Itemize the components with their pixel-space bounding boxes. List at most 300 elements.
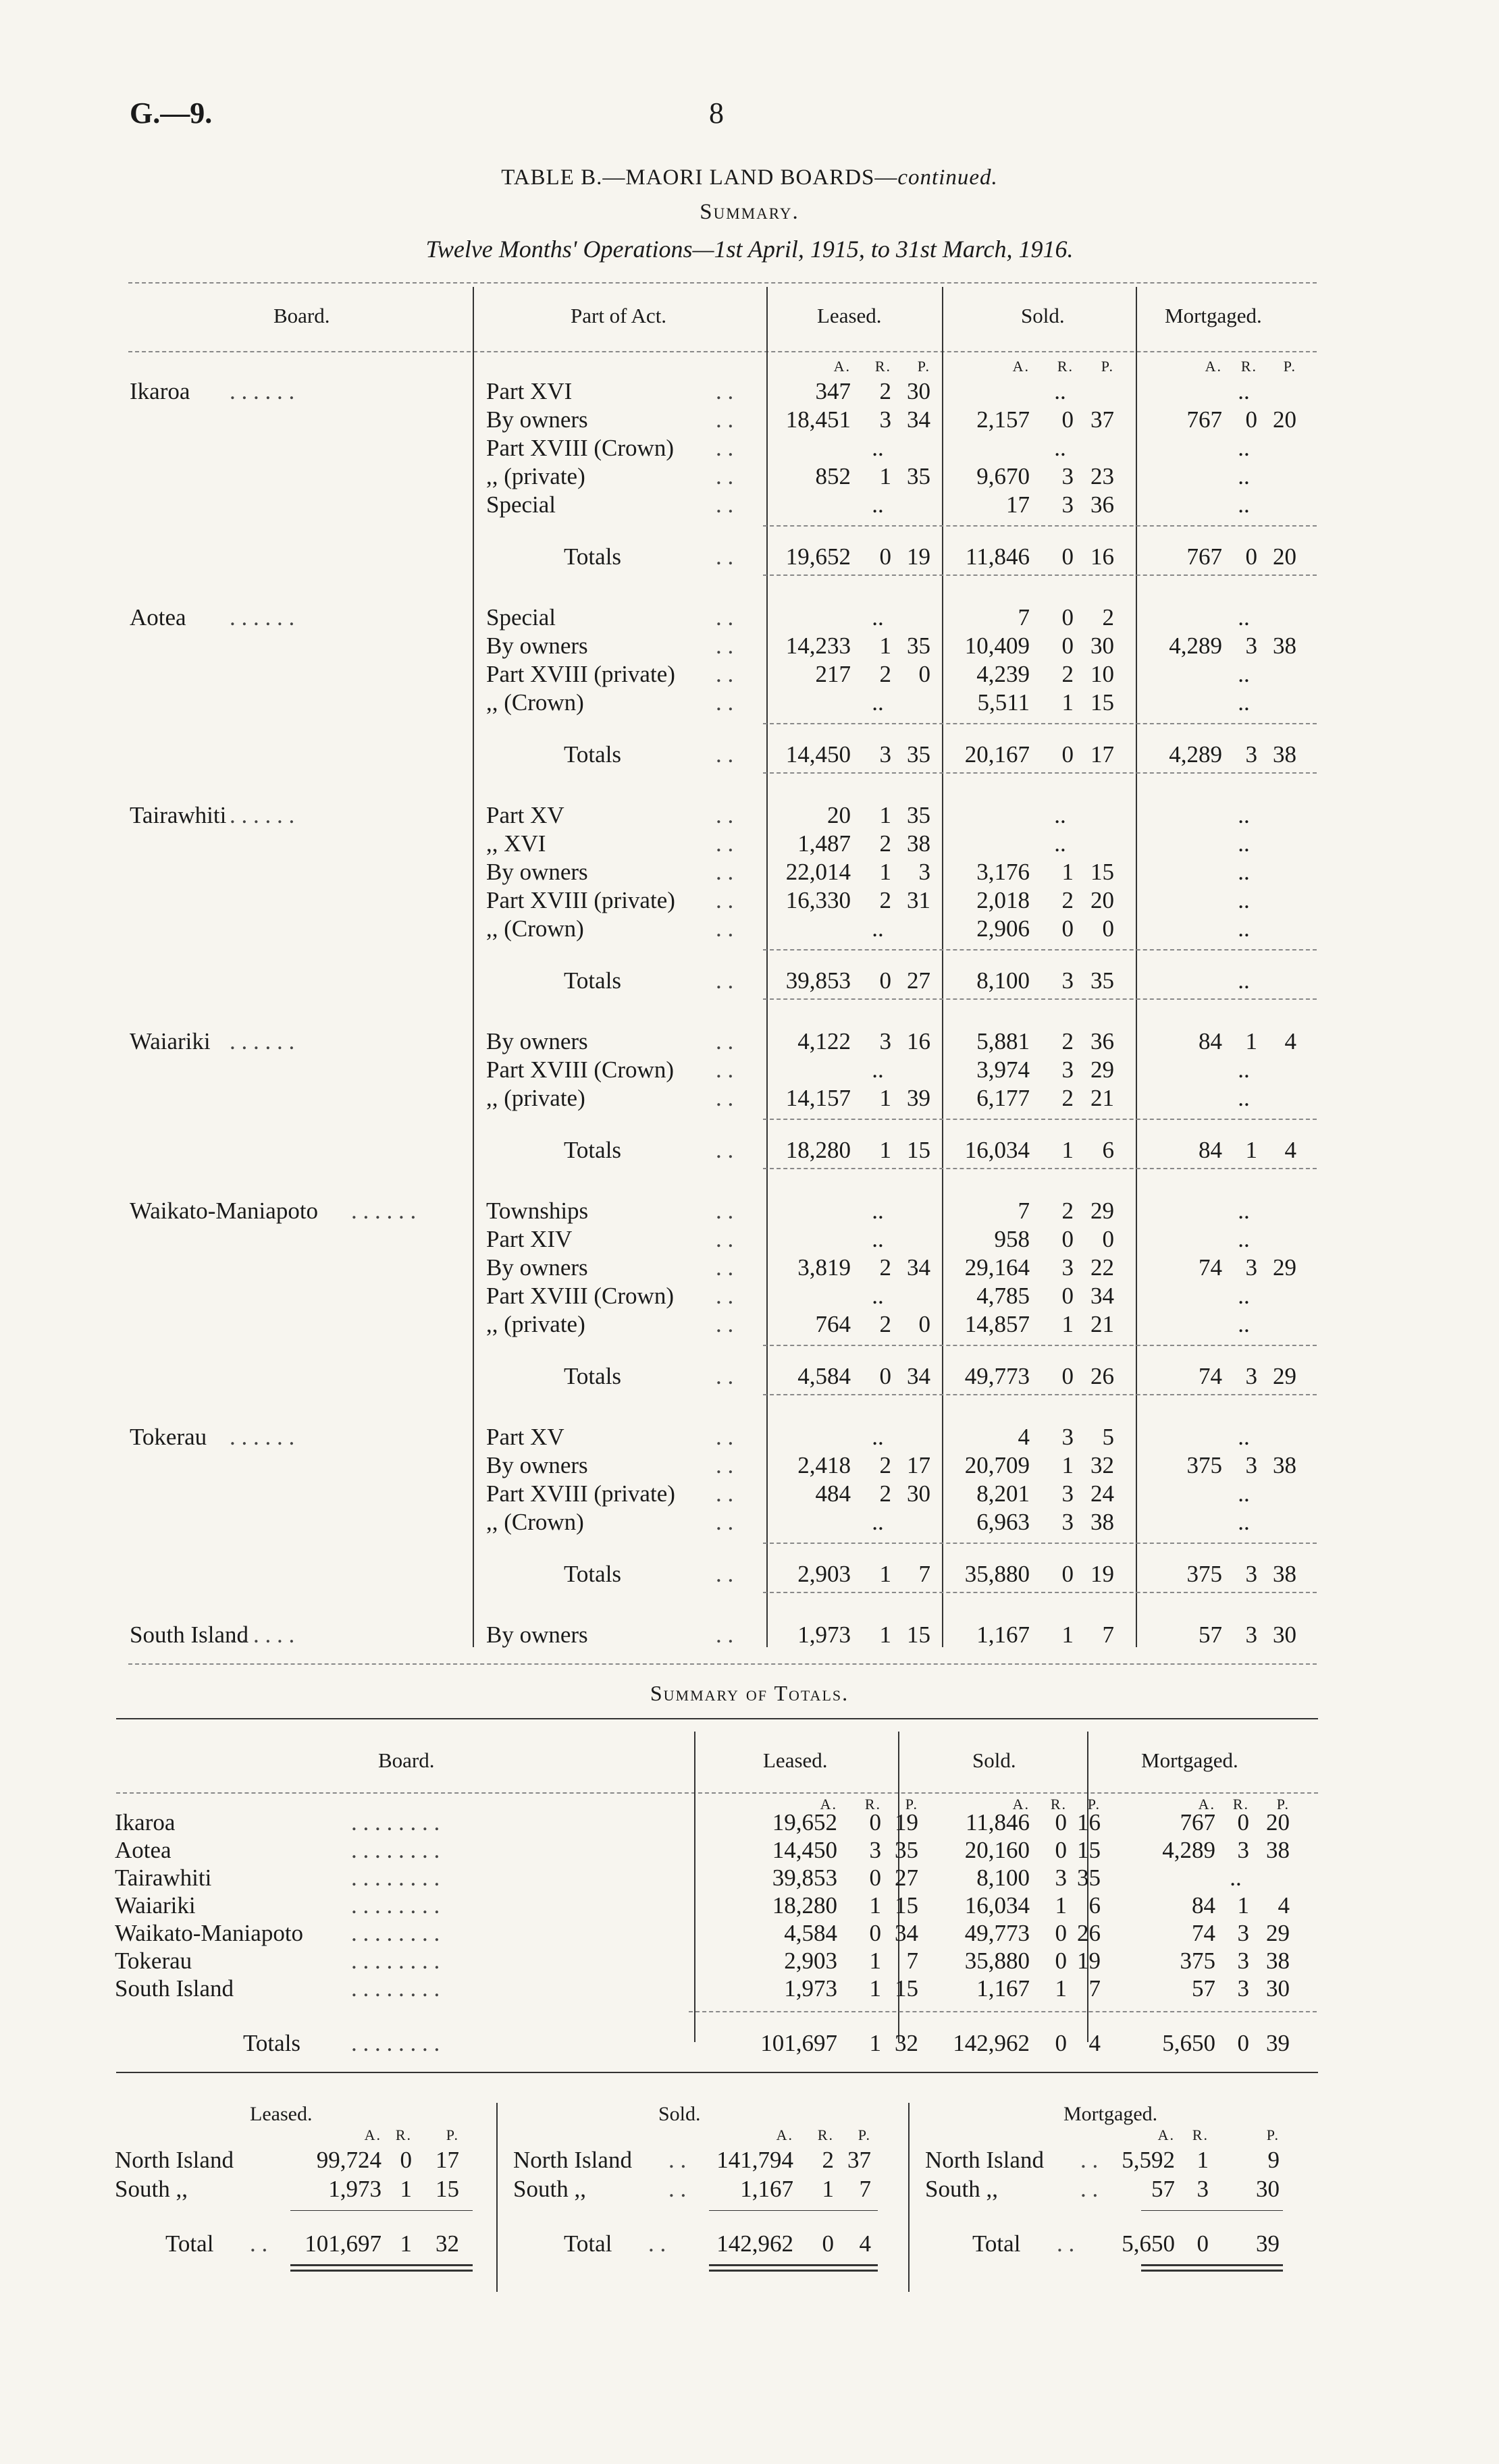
leader-dots: . . . . . . . . [351, 1892, 440, 1919]
leased-acres: 2,418 [797, 1452, 851, 1478]
leased-roods: 1 [879, 859, 891, 885]
island-row-acres: 5,592 [1122, 2147, 1175, 2173]
sold-acres: 8,201 [976, 1480, 1030, 1507]
sold-perches: 30 [1090, 633, 1114, 659]
part-of-act: ,, (Crown) [486, 1509, 584, 1535]
summary-totals-sold-perches: 4 [1088, 2030, 1101, 2056]
leader-dots: . . . . . . . . [351, 1975, 440, 2002]
sold-perches: 21 [1090, 1311, 1114, 1337]
sold-acres: 9,670 [976, 463, 1030, 489]
part-of-act: By owners [486, 406, 588, 433]
table-title-continued: continued. [897, 165, 998, 190]
mortgaged-empty: .. [1238, 604, 1250, 631]
summary-board-name: Waikato-Maniapoto [115, 1920, 304, 1946]
sold-acres: 20,709 [964, 1452, 1030, 1478]
island-sum-rule [709, 2210, 878, 2211]
totals-mortgaged-acres: 74 [1199, 1363, 1222, 1389]
totals-mortgaged-acres: 4,289 [1169, 741, 1222, 768]
leader-dots: . . [716, 1480, 734, 1507]
summary-totals-mortgaged-perches: 39 [1266, 2030, 1290, 2056]
totals-sold-perches: 6 [1102, 1137, 1114, 1163]
mortgaged-acres: 84 [1199, 1028, 1222, 1054]
leased-acres: 217 [815, 661, 851, 687]
sold-roods: 2 [1061, 661, 1074, 687]
island-row-roods: 1 [1196, 2147, 1209, 2173]
leader-dots: . . [716, 604, 734, 631]
sold-perches: 22 [1090, 1254, 1114, 1281]
summary-leased-roods: 3 [869, 1837, 881, 1863]
leader-dots: . . [668, 2176, 687, 2202]
summary-totals-leased-acres: 101,697 [760, 2030, 837, 2056]
totals-leased-roods: 0 [879, 1363, 891, 1389]
totals-label: Totals [564, 1137, 622, 1163]
board-name: Waiariki [130, 1028, 211, 1054]
leader-dots: . . [716, 1311, 734, 1337]
island-row-roods: 1 [822, 2176, 834, 2202]
leased-perches: 0 [918, 661, 930, 687]
sold-acres: 29,164 [964, 1254, 1030, 1281]
leased-roods: 2 [879, 830, 891, 857]
summary-leased-acres: 18,280 [772, 1892, 837, 1919]
leased-empty: .. [872, 1226, 884, 1252]
totals-sold-roods: 0 [1061, 1363, 1074, 1389]
leader-dots: . . [716, 741, 734, 768]
totals-mortgaged-acres: 767 [1186, 543, 1222, 570]
leader-dots: . . [716, 1509, 734, 1535]
summary-sold-acres: 35,880 [964, 1948, 1030, 1974]
part-of-act: Part XIV [486, 1226, 573, 1252]
leased-roods: 2 [879, 378, 891, 404]
summary-sold-roods: 0 [1055, 1920, 1067, 1946]
island-total-perches: 39 [1256, 2230, 1280, 2257]
mortgaged-roods: 3 [1245, 1254, 1257, 1281]
sold-roods: 3 [1061, 491, 1074, 518]
leader-dots: . . [716, 1561, 734, 1587]
island-row-perches: 7 [859, 2176, 871, 2202]
part-of-act: Townships [486, 1198, 589, 1224]
leased-roods: 1 [879, 463, 891, 489]
summary-board-name: South Island [115, 1975, 234, 2002]
summary-mortgaged-acres: 4,289 [1162, 1837, 1215, 1863]
totals-leased-acres: 14,450 [785, 741, 851, 768]
summary-mortgaged-roods: 3 [1237, 1948, 1249, 1974]
island-sum-rule [1141, 2210, 1283, 2211]
sold-perches: 10 [1090, 661, 1114, 687]
summary-board-name: Tairawhiti [115, 1865, 212, 1891]
island-unit-unit: R. [817, 2126, 834, 2143]
mortgaged-perches: 30 [1273, 1622, 1296, 1648]
leased-acres: 18,451 [785, 406, 851, 433]
island-row-acres: 1,973 [328, 2176, 382, 2202]
sold-unit: A. [1012, 358, 1030, 375]
mortgaged-perches: 38 [1273, 1452, 1296, 1478]
leader-dots: . . [716, 378, 734, 404]
summary-mortgaged-acres: 767 [1180, 1809, 1215, 1836]
island-row-perches: 17 [436, 2147, 459, 2173]
leased-acres: 764 [815, 1311, 851, 1337]
summary-leased-roods: 1 [869, 1948, 881, 1974]
leased-acres: 852 [815, 463, 851, 489]
totals-sold-roods: 1 [1061, 1137, 1074, 1163]
part-of-act: Part XVIII (private) [486, 887, 675, 913]
leader-dots: . . [716, 1452, 734, 1478]
mortgaged-empty: .. [1238, 1509, 1250, 1535]
part-of-act: Part XVIII (private) [486, 1480, 675, 1507]
totals-mortgaged-roods: 1 [1245, 1137, 1257, 1163]
totals-leased-roods: 3 [879, 741, 891, 768]
bottom-rule [128, 1663, 1317, 1665]
totals-rule [763, 1592, 1317, 1593]
sold-perches: 29 [1090, 1198, 1114, 1224]
sold-perches: 36 [1090, 1028, 1114, 1054]
island-total-perches: 4 [859, 2230, 871, 2257]
sold-acres: 3,176 [976, 859, 1030, 885]
summary-sold-perches: 26 [1077, 1920, 1101, 1946]
leader-dots: . . . . . . . . [351, 1809, 440, 1836]
mortgaged-empty: .. [1238, 859, 1250, 885]
summary-sold-acres: 49,773 [964, 1920, 1030, 1946]
sold-acres: 2,018 [976, 887, 1030, 913]
sold-perches: 0 [1102, 1226, 1114, 1252]
sold-perches: 38 [1090, 1509, 1114, 1535]
totals-mortgaged-roods: 0 [1245, 543, 1257, 570]
leader-dots: . . . . . . [230, 802, 295, 828]
summary-mortgaged-acres: 74 [1192, 1920, 1215, 1946]
sold-acres: 5,511 [977, 689, 1030, 716]
leased-perches: 0 [918, 1311, 930, 1337]
totals-rule [763, 772, 1317, 774]
summary-mortgaged-roods: 1 [1237, 1892, 1249, 1919]
leader-dots: . . [716, 1363, 734, 1389]
island-row-perches: 9 [1267, 2147, 1280, 2173]
leader-dots: . . [716, 802, 734, 828]
island-row-perches: 30 [1256, 2176, 1280, 2202]
summary-leased-unit: A. [820, 1796, 837, 1813]
leader-dots: . . [250, 2230, 268, 2257]
leased-roods: 3 [879, 1028, 891, 1054]
totals-sold-roods: 0 [1061, 1561, 1074, 1587]
sold-roods: 2 [1061, 887, 1074, 913]
leader-dots: . . [716, 1198, 734, 1224]
totals-mortgaged-perches: 20 [1273, 543, 1296, 570]
header-mortgaged: Mortgaged. [1165, 304, 1262, 327]
sold-perches: 0 [1102, 915, 1114, 942]
mortgaged-roods: 3 [1245, 633, 1257, 659]
totals-rule [763, 1168, 1317, 1169]
sold-perches: 21 [1090, 1085, 1114, 1111]
summary-totals-sold-roods: 0 [1055, 2030, 1067, 2056]
leader-dots: . . [716, 1622, 734, 1648]
part-of-act: Part XV [486, 1424, 564, 1450]
summary-board-name: Waiariki [115, 1892, 196, 1919]
column-rule [1136, 287, 1137, 1647]
part-of-act: Special [486, 491, 556, 518]
leased-acres: 20 [827, 802, 851, 828]
summary-sold-acres: 1,167 [976, 1975, 1030, 2002]
island-double-rule [709, 2270, 878, 2272]
leased-empty: .. [872, 915, 884, 942]
period-heading: Twelve Months' Operations—1st April, 1915, to 31st March, 1916. [425, 236, 1074, 263]
island-row-label: North Island [115, 2147, 234, 2173]
sold-perches: 23 [1090, 463, 1114, 489]
leased-unit: A. [833, 358, 851, 375]
leader-dots: . . . . . . . . [351, 2030, 440, 2056]
mortgaged-perches: 20 [1273, 406, 1296, 433]
totals-sold-perches: 35 [1090, 967, 1114, 994]
leader-dots: . . . . . . [351, 1198, 417, 1224]
island-unit-unit: P. [1266, 2126, 1280, 2143]
part-of-act: Part XV [486, 802, 564, 828]
sold-roods: 3 [1061, 1480, 1074, 1507]
summary-sold-unit: R. [1050, 1796, 1067, 1813]
summary-leased-perches: 7 [906, 1948, 918, 1974]
leader-dots: . . [716, 491, 734, 518]
summary-leased-roods: 0 [869, 1809, 881, 1836]
mortgaged-empty: .. [1238, 1226, 1250, 1252]
leased-perches: 30 [907, 1480, 930, 1507]
leased-roods: 2 [879, 1311, 891, 1337]
summary-board-name: Aotea [115, 1837, 172, 1863]
summary-mortgaged-perches: 38 [1266, 1948, 1290, 1974]
page-code: G.—9. [130, 97, 213, 130]
part-of-act: Part XVIII (private) [486, 661, 675, 687]
sold-empty: .. [1054, 802, 1066, 828]
leased-acres: 484 [815, 1480, 851, 1507]
summary-sold-roods: 3 [1055, 1865, 1067, 1891]
leased-unit: R. [874, 358, 891, 375]
island-unit-unit: A. [364, 2126, 382, 2143]
leader-dots: . . [716, 967, 734, 994]
summary-sold-roods: 0 [1055, 1837, 1067, 1863]
sold-perches: 36 [1090, 491, 1114, 518]
island-row-roods: 1 [400, 2176, 412, 2202]
sold-acres: 5,881 [976, 1028, 1030, 1054]
summary-header-leased: Leased. [763, 1748, 828, 1772]
summary-sold-roods: 1 [1055, 1892, 1067, 1919]
totals-sold-acres: 16,034 [964, 1137, 1030, 1163]
summary-board-name: Ikaroa [115, 1809, 176, 1836]
part-of-act: By owners [486, 1254, 588, 1281]
island-unit-unit: A. [776, 2126, 793, 2143]
top-rule [128, 282, 1317, 284]
totals-label: Totals [564, 1363, 622, 1389]
totals-label: Totals [564, 543, 622, 570]
totals-sold-perches: 19 [1090, 1561, 1114, 1587]
header-part-of-act: Part of Act. [571, 304, 667, 327]
leased-roods: 2 [879, 661, 891, 687]
summary-header-rule [116, 1792, 1318, 1794]
mortgaged-empty: .. [1238, 491, 1250, 518]
summary-sold-perches: 16 [1077, 1809, 1101, 1836]
part-of-act: ,, (private) [486, 463, 585, 489]
summary-leased-perches: 35 [895, 1837, 918, 1863]
leased-roods: 3 [879, 406, 891, 433]
summary-leased-acres: 1,973 [784, 1975, 837, 2002]
summary-mortgaged-roods: 3 [1237, 1920, 1249, 1946]
sold-perches: 15 [1090, 859, 1114, 885]
mortgaged-roods: 0 [1245, 406, 1257, 433]
leader-dots: . . . . . . [230, 1028, 295, 1054]
sold-roods: 1 [1061, 1622, 1074, 1648]
leased-acres: 3,819 [797, 1254, 851, 1281]
summary-mortgaged-roods: 0 [1237, 1809, 1249, 1836]
summary-leased-perches: 15 [895, 1975, 918, 2002]
totals-sold-acres: 20,167 [964, 741, 1030, 768]
part-of-act: ,, (Crown) [486, 915, 584, 942]
part-of-act: By owners [486, 1028, 588, 1054]
header-sold: Sold. [1021, 304, 1065, 327]
totals-rule [763, 998, 1317, 1000]
leader-dots: . . [716, 463, 734, 489]
totals-sold-acres: 11,846 [966, 543, 1030, 570]
summary-totals-rule [689, 2011, 1317, 2012]
sold-roods: 1 [1061, 1311, 1074, 1337]
leased-roods: 1 [879, 1622, 891, 1648]
summary-mortgaged-empty: .. [1230, 1865, 1242, 1891]
summary-header-sold: Sold. [972, 1748, 1016, 1772]
island-total-label: Total [165, 2230, 214, 2257]
mortgaged-acres: 57 [1199, 1622, 1222, 1648]
totals-label: Totals [564, 1561, 622, 1587]
leased-roods: 1 [879, 1085, 891, 1111]
totals-rule [763, 525, 1317, 527]
leader-dots: . . [668, 2147, 687, 2173]
column-rule [473, 287, 474, 1647]
totals-mortgaged-roods: 3 [1245, 1561, 1257, 1587]
island-total-acres: 5,650 [1122, 2230, 1175, 2257]
island-total-roods: 0 [822, 2230, 834, 2257]
leased-acres: 16,330 [785, 887, 851, 913]
sold-roods: 0 [1061, 1226, 1074, 1252]
leased-perches: 35 [907, 463, 930, 489]
leader-dots: . . . . . . [230, 378, 295, 404]
mortgaged-empty: .. [1238, 802, 1250, 828]
sold-perches: 37 [1090, 406, 1114, 433]
totals-leased-acres: 19,652 [785, 543, 851, 570]
island-unit-unit: R. [1192, 2126, 1209, 2143]
leased-acres: 14,233 [785, 633, 851, 659]
leader-dots: . . [716, 406, 734, 433]
mortgaged-empty: .. [1238, 830, 1250, 857]
island-block-title: Sold. [658, 2103, 701, 2125]
island-double-rule [1141, 2264, 1283, 2266]
island-column-rule [496, 2103, 498, 2292]
summary-sold-roods: 0 [1055, 1948, 1067, 1974]
mortgaged-perches: 4 [1284, 1028, 1296, 1054]
sold-roods: 1 [1061, 859, 1074, 885]
leased-roods: 2 [879, 1480, 891, 1507]
sold-acres: 2,157 [976, 406, 1030, 433]
island-row-acres: 57 [1151, 2176, 1175, 2202]
totals-leased-acres: 4,584 [797, 1363, 851, 1389]
part-of-act: Part XVIII (Crown) [486, 1056, 674, 1083]
sold-perches: 2 [1102, 604, 1114, 631]
mortgaged-empty: .. [1238, 887, 1250, 913]
summary-totals-leased-perches: 32 [895, 2030, 918, 2056]
leader-dots: . . [716, 830, 734, 857]
sold-roods: 3 [1061, 1509, 1074, 1535]
totals-mortgaged-perches: 29 [1273, 1363, 1296, 1389]
leased-roods: 1 [879, 802, 891, 828]
totals-rule [763, 1394, 1317, 1395]
leased-roods: 1 [879, 633, 891, 659]
summary-mortgaged-acres: 57 [1192, 1975, 1215, 2002]
leased-empty: .. [872, 491, 884, 518]
leader-dots: . . . . . . . . [351, 1837, 440, 1863]
sold-roods: 3 [1061, 1056, 1074, 1083]
totals-mortgaged-roods: 3 [1245, 741, 1257, 768]
leader-dots: . . . . . . [230, 604, 295, 631]
leader-dots: . . [1080, 2147, 1099, 2173]
leased-roods: 2 [879, 1254, 891, 1281]
totals-leased-roods: 1 [879, 1137, 891, 1163]
leased-perches: 16 [907, 1028, 930, 1054]
part-of-act: Part XVIII (Crown) [486, 1283, 674, 1309]
leased-perches: 35 [907, 802, 930, 828]
totals-leased-roods: 0 [879, 543, 891, 570]
summary-totals-label: Totals [243, 2030, 301, 2056]
mortgaged-empty: .. [1238, 1283, 1250, 1309]
totals-sold-perches: 17 [1090, 741, 1114, 768]
sold-roods: 3 [1061, 1424, 1074, 1450]
summary-sold-perches: 15 [1077, 1837, 1101, 1863]
summary-mortgaged-unit: R. [1232, 1796, 1249, 1813]
leased-perches: 38 [907, 830, 930, 857]
sold-perches: 32 [1090, 1452, 1114, 1478]
island-row-perches: 37 [847, 2147, 871, 2173]
leader-dots: . . [1080, 2176, 1099, 2202]
summary-totals-leased-roods: 1 [869, 2030, 881, 2056]
island-block-title: Mortgaged. [1063, 2103, 1158, 2125]
island-unit-unit: A. [1157, 2126, 1175, 2143]
sold-roods: 3 [1061, 1254, 1074, 1281]
leased-roods: 2 [879, 1452, 891, 1478]
island-block-title: Leased. [250, 2103, 313, 2125]
leased-empty: .. [872, 1509, 884, 1535]
totals-leased-acres: 2,903 [797, 1561, 851, 1587]
mortgaged-acres: 74 [1199, 1254, 1222, 1281]
leader-dots: . . [716, 633, 734, 659]
sold-acres: 10,409 [964, 633, 1030, 659]
island-unit-unit: P. [446, 2126, 459, 2143]
part-of-act: ,, (private) [486, 1085, 585, 1111]
island-total-roods: 1 [400, 2230, 412, 2257]
summary-totals-mortgaged-acres: 5,650 [1162, 2030, 1215, 2056]
island-row-label: South ,, [115, 2176, 188, 2202]
leased-acres: 22,014 [785, 859, 851, 885]
part-of-act: ,, XVI [486, 830, 546, 857]
leased-perches: 15 [907, 1622, 930, 1648]
summary-sold-perches: 35 [1077, 1865, 1101, 1891]
leader-dots: . . [716, 435, 734, 461]
sold-roods: 2 [1061, 1028, 1074, 1054]
leased-empty: .. [872, 1198, 884, 1224]
mortgaged-empty: .. [1238, 1311, 1250, 1337]
leader-dots: . . [716, 1226, 734, 1252]
sold-acres: 2,906 [976, 915, 1030, 942]
board-name: Tokerau [130, 1424, 207, 1450]
sold-acres: 1,167 [976, 1622, 1030, 1648]
summary-leased-roods: 0 [869, 1920, 881, 1946]
island-total-label: Total [972, 2230, 1021, 2257]
sold-acres: 7 [1018, 604, 1030, 631]
mortgaged-roods: 1 [1245, 1028, 1257, 1054]
summary-sold-perches: 7 [1088, 1975, 1101, 2002]
summary-mortgaged-perches: 20 [1266, 1809, 1290, 1836]
summary-mortgaged-perches: 29 [1266, 1920, 1290, 1946]
summary-totals-sold-acres: 142,962 [953, 2030, 1030, 2056]
sold-perches: 29 [1090, 1056, 1114, 1083]
